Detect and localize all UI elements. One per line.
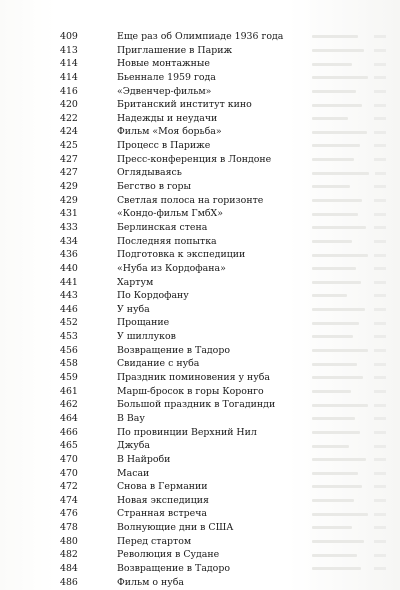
toc-page-number: 427 xyxy=(60,153,78,165)
toc-page-number: 461 xyxy=(60,385,78,397)
toc-entry xyxy=(60,194,320,208)
toc-entry xyxy=(60,153,320,167)
toc-entry xyxy=(60,112,320,126)
toc-chapter-title: Джуба xyxy=(117,440,150,452)
toc-page-number: 422 xyxy=(60,112,78,124)
toc-entry xyxy=(60,221,320,235)
ghost-line xyxy=(312,467,400,481)
ghost-line xyxy=(312,357,400,371)
toc-entry xyxy=(60,480,320,494)
toc-entry xyxy=(60,426,320,440)
toc-entry xyxy=(60,562,320,576)
toc-page-number: 486 xyxy=(60,576,78,588)
toc-entry xyxy=(60,98,320,112)
toc-chapter-title: Масаи xyxy=(117,467,150,479)
toc-page-number: 414 xyxy=(60,71,78,83)
toc-entry xyxy=(60,344,320,358)
toc-page-number: 443 xyxy=(60,290,78,302)
ghost-line xyxy=(312,235,400,249)
toc-page-number: 459 xyxy=(60,372,78,384)
toc-page-number: 420 xyxy=(60,99,78,111)
toc-entry xyxy=(60,507,320,521)
toc-page-number: 413 xyxy=(60,44,78,56)
toc-entry xyxy=(60,467,320,481)
toc-entry xyxy=(60,357,320,371)
toc-page-number: 462 xyxy=(60,399,78,411)
toc-chapter-title: Перед стартом xyxy=(117,535,192,547)
toc-entry xyxy=(60,439,320,453)
ghost-line xyxy=(312,139,400,153)
toc-entry xyxy=(60,262,320,276)
toc-page-number: 431 xyxy=(60,208,78,220)
ghost-line xyxy=(312,316,400,330)
toc-entry xyxy=(60,371,320,385)
toc-entry xyxy=(60,57,320,71)
toc-chapter-title: Большой праздник в Тогадинди xyxy=(117,399,276,411)
toc-entry xyxy=(60,30,320,44)
toc-chapter-title: Возвращение в Тадоро xyxy=(117,562,230,574)
ghost-line xyxy=(312,548,400,562)
toc-entry xyxy=(60,248,320,262)
toc-chapter-title: По Кордофану xyxy=(117,290,189,302)
toc-chapter-title: Бегство в горы xyxy=(117,181,191,193)
ghost-line xyxy=(312,194,400,208)
toc-chapter-title: Свидание с нуба xyxy=(117,358,200,370)
toc-entry xyxy=(60,166,320,180)
toc-chapter-title: Фильм «Моя борьба» xyxy=(117,126,222,138)
toc-chapter-title: В Найроби xyxy=(117,453,171,465)
toc-page-number: 414 xyxy=(60,58,78,70)
toc-entry xyxy=(60,494,320,508)
ghost-line xyxy=(312,344,400,358)
ghost-line xyxy=(312,480,400,494)
toc-chapter-title: Светлая полоса на горизонте xyxy=(117,194,264,206)
toc-entry xyxy=(60,44,320,58)
toc-entry xyxy=(60,207,320,221)
ghost-line xyxy=(312,494,400,508)
toc-chapter-title: У шиллуков xyxy=(117,331,176,343)
toc-page-number: 409 xyxy=(60,31,78,42)
toc-entry xyxy=(60,398,320,412)
toc-page-number: 484 xyxy=(60,562,78,574)
table-of-contents xyxy=(60,30,320,589)
toc-page-number: 427 xyxy=(60,167,78,179)
toc-chapter-title: Последняя попытка xyxy=(117,235,217,247)
ghost-line xyxy=(312,535,400,549)
toc-page-number: 434 xyxy=(60,235,78,247)
toc-page-number: 429 xyxy=(60,181,78,193)
toc-page-number: 470 xyxy=(60,467,78,479)
toc-entry xyxy=(60,276,320,290)
toc-chapter-title: Марш-бросок в горы Коронго xyxy=(117,385,264,397)
ghost-line xyxy=(312,371,400,385)
toc-chapter-title: Приглашение в Париж xyxy=(117,44,233,56)
ghost-line xyxy=(312,521,400,535)
ghost-line xyxy=(312,303,400,317)
toc-chapter-title: Волнующие дни в США xyxy=(117,522,234,534)
toc-chapter-title: Берлинская стена xyxy=(117,221,208,233)
toc-chapter-title: Оглядываясь xyxy=(117,167,182,179)
toc-chapter-title: По провинции Верхний Нил xyxy=(117,426,257,438)
toc-page-number: 474 xyxy=(60,494,78,506)
toc-page-number: 452 xyxy=(60,317,78,329)
toc-chapter-title: Хартум xyxy=(117,276,154,288)
bleed-through-text xyxy=(312,30,400,570)
ghost-line xyxy=(312,207,400,221)
toc-page-number: 446 xyxy=(60,303,78,315)
toc-page-number: 440 xyxy=(60,262,78,274)
toc-page-number: 480 xyxy=(60,535,78,547)
toc-page-number: 453 xyxy=(60,331,78,343)
toc-entry xyxy=(60,139,320,153)
ghost-line xyxy=(312,30,400,44)
toc-chapter-title: Новые монтажные xyxy=(117,58,210,70)
toc-entry xyxy=(60,521,320,535)
toc-page-number: 458 xyxy=(60,358,78,370)
ghost-line xyxy=(312,262,400,276)
ghost-line xyxy=(312,276,400,290)
toc-page-number: 464 xyxy=(60,412,78,424)
toc-entry xyxy=(60,303,320,317)
ghost-line xyxy=(312,98,400,112)
toc-chapter-title: Странная встреча xyxy=(117,508,207,520)
toc-chapter-title: Британский институт кино xyxy=(117,99,252,111)
ghost-line xyxy=(312,507,400,521)
toc-page-number: 472 xyxy=(60,481,78,493)
toc-page-number: 478 xyxy=(60,522,78,534)
toc-entry xyxy=(60,535,320,549)
toc-chapter-title: «Эдвенчер-фильм» xyxy=(117,85,212,97)
ghost-line xyxy=(312,125,400,139)
toc-entry xyxy=(60,453,320,467)
toc-chapter-title: Прощание xyxy=(117,317,170,329)
toc-chapter-title: Подготовка к экспедиции xyxy=(117,249,246,261)
toc-page-number: 424 xyxy=(60,126,78,138)
toc-entry xyxy=(60,85,320,99)
ghost-line xyxy=(312,289,400,303)
toc-entry xyxy=(60,180,320,194)
toc-chapter-title: Новая экспедиция xyxy=(117,494,209,506)
ghost-line xyxy=(312,112,400,126)
toc-chapter-title: Процесс в Париже xyxy=(117,140,211,152)
toc-chapter-title: Революция в Судане xyxy=(117,549,220,561)
toc-entry xyxy=(60,576,320,590)
toc-page-number: 429 xyxy=(60,194,78,206)
toc-page-number: 482 xyxy=(60,549,78,561)
toc-page-number: 456 xyxy=(60,344,78,356)
ghost-line xyxy=(312,398,400,412)
toc-chapter-title: Пресс-конференция в Лондоне xyxy=(117,153,272,165)
toc-page-number: 466 xyxy=(60,426,78,438)
ghost-line xyxy=(312,166,400,180)
toc-entry xyxy=(60,289,320,303)
toc-entry xyxy=(60,316,320,330)
toc-chapter-title: Снова в Германии xyxy=(117,481,208,493)
ghost-line xyxy=(312,426,400,440)
ghost-line xyxy=(312,439,400,453)
toc-entry xyxy=(60,412,320,426)
ghost-line xyxy=(312,562,400,570)
toc-page-number: 476 xyxy=(60,508,78,520)
ghost-line xyxy=(312,330,400,344)
toc-page-number: 433 xyxy=(60,221,78,233)
toc-entry xyxy=(60,125,320,139)
toc-page-number: 465 xyxy=(60,440,78,452)
toc-page-number: 416 xyxy=(60,85,78,97)
toc-entry xyxy=(60,330,320,344)
toc-chapter-title: Фильм о нуба xyxy=(117,576,184,588)
toc-chapter-title: У нуба xyxy=(117,303,150,315)
toc-entry xyxy=(60,385,320,399)
toc-chapter-title: «Нуба из Кордофана» xyxy=(117,262,226,274)
toc-page-number: 470 xyxy=(60,453,78,465)
ghost-line xyxy=(312,248,400,262)
ghost-line xyxy=(312,153,400,167)
toc-chapter-title: Бьеннале 1959 года xyxy=(117,71,216,83)
toc-chapter-title: Еще раз об Олимпиаде 1936 года xyxy=(117,31,284,42)
ghost-line xyxy=(312,44,400,58)
ghost-line xyxy=(312,85,400,99)
toc-page-number: 441 xyxy=(60,276,78,288)
ghost-line xyxy=(312,57,400,71)
ghost-line xyxy=(312,453,400,467)
toc-chapter-title: Праздник поминовения у нуба xyxy=(117,372,271,384)
toc-entry xyxy=(60,548,320,562)
toc-entry xyxy=(60,71,320,85)
toc-entry xyxy=(60,235,320,249)
toc-page-number: 436 xyxy=(60,249,78,261)
toc-chapter-title: Возвращение в Тадоро xyxy=(117,344,230,356)
ghost-line xyxy=(312,221,400,235)
ghost-line xyxy=(312,412,400,426)
ghost-line xyxy=(312,180,400,194)
ghost-line xyxy=(312,71,400,85)
toc-chapter-title: В Вау xyxy=(117,412,145,424)
toc-chapter-title: «Кондо-фильм ГмбХ» xyxy=(117,208,223,220)
ghost-line xyxy=(312,385,400,399)
toc-page-number: 425 xyxy=(60,140,78,152)
toc-chapter-title: Надежды и неудачи xyxy=(117,112,218,124)
